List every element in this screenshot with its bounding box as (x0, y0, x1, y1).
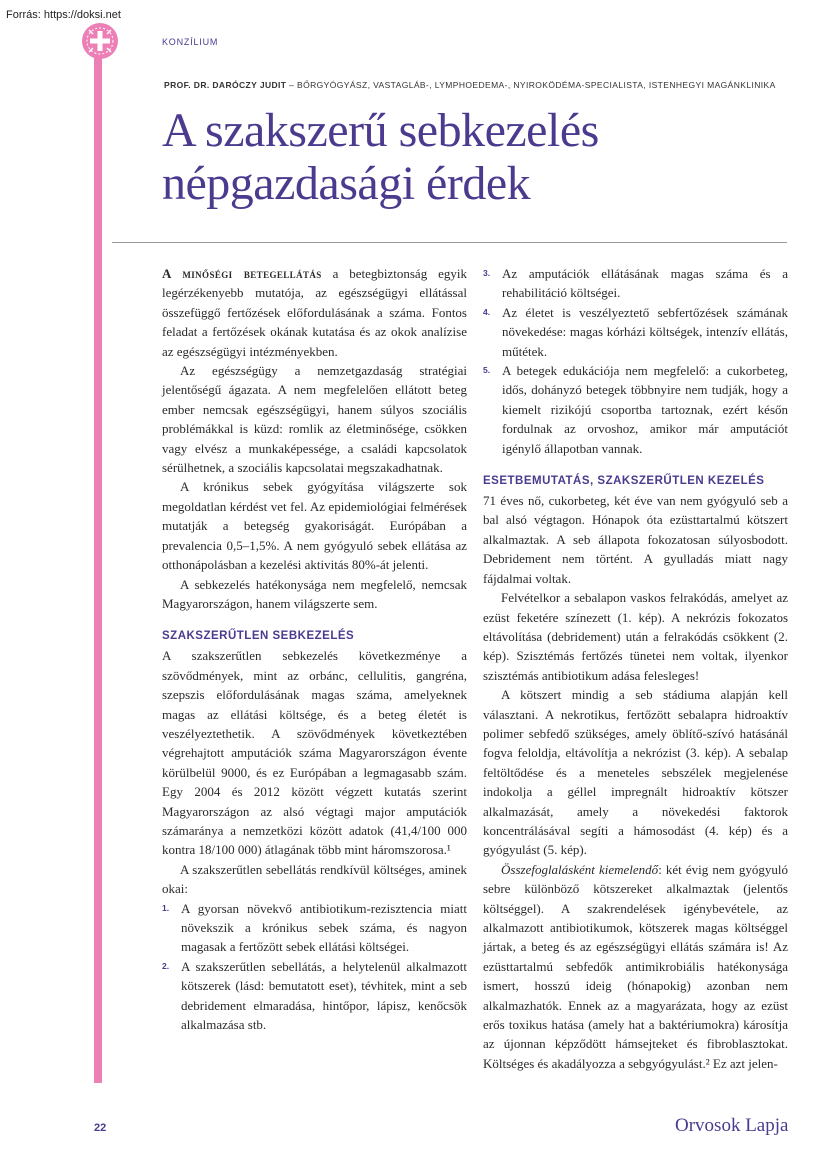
list-text: A szakszerűtlen sebellátás, a helytelenül alkalmazott kötszerek (lásd: bemutatott eset), tévhitek, mint a seb debridement elmaradása, hintőpor, lápisz, kenőcsök alkalmazása stb. (181, 958, 467, 1033)
title-divider (112, 242, 787, 243)
section-heading: SZAKSZERŰTLEN SEBKEZELÉS (162, 630, 355, 643)
text-column-right (483, 264, 788, 1073)
list-item (162, 899, 467, 957)
author-description: – BŐRGYÓGYÁSZ, VASTAGLÁB-, LYMPHOEDEMA-, NYIROKÖDÉMA-SPECIALISTA, ISTENHEGYI MAGÁNKLINIKA (286, 80, 776, 90)
page-number: 22 (94, 1122, 107, 1134)
article-title (162, 104, 599, 210)
list-item (483, 303, 788, 361)
title-line-2: népgazdasági érdek (162, 157, 531, 210)
list-text: Az amputációk ellátásának magas száma és a rehabilitáció költségei. (502, 266, 788, 301)
paragraph: A krónikus sebek gyógyítása világszerte sok megoldatlan kérdést vet fel. Az epidemiológiai felmérések mutatják a betegség gyakoriságát. Európában a prevalencia 0,5–1,5%. A nem gyógyuló sebek ellátása az otthonápolásban a kezelési aktivitás 80%-át jelenti. (162, 479, 467, 573)
list-item (162, 957, 467, 1035)
paragraph: 71 éves nő, cukorbeteg, két éve van nem gyógyuló seb a bal alsó végtagon. Hónapok óta ezüsttartalmú kötszert alkalmaztak. A seb állapota fokozatosan súlyosbodott. Debridement nem történt. A gyulladás miatt nagy fájdalmai voltak. (483, 493, 788, 586)
cost-reasons-list (162, 899, 467, 1035)
paragraph-text: : két évig nem gyógyuló sebre különböző kötszereket alkalmaztak (jelentős költséggel). A szakrendelések igénybevétele, az alkalmazott antibiotikumok, kötszerek magas költséggel jártak, a beteg és az egészségügyi ellátás számára is! Az ezüsttartalmú sebfedők antimikrobiális hatékonysága ismert, hosszú ideig (hónapokig) azonban nem alkalmazhatók. Ennek az a magyarázata, hogy az ezüst erős toxikus hatása (amely hat a baktériumokra) károsítja az újonnan képződött hámsejteket és fibroblasztokat. Költséges és akadályozza a sebgyógyulást.² Ez azt jelen- (483, 861, 788, 1071)
list-item (483, 361, 788, 458)
paragraph: Felvételkor a sebalapon vaskos felrakódás, amelyet az ezüst feketére színezett (1. kép). A nekrózis fokozatos eltávolítása (debridement) után a felrakódás csökkent (2. kép). Szisztémás fertőzés tünetei nem voltak, ilyenkor szisztémás antibiotikum adása felesleges! (483, 590, 788, 683)
list-number: 2. (162, 960, 170, 971)
magazine-name: Orvosok Lapja (675, 1115, 789, 1136)
paragraph-text: a betegbiztonság egyik legérzékenyebb mutatója, az egészségügyi ellátással összefüggő fertőzések előfordulásának a száma. Fontos feladat a fertőzések okának kutatása és az okok analízise az egészségügyi intézményekben. (162, 266, 467, 359)
list-number: 5. (483, 365, 491, 376)
list-text: A betegek edukációja nem megfelelő: a cukorbeteg, idős, dohányzó betegek többnyire nem tudják, hogy a kiemelt rizikójú csoportba tartoznak, ezért későn fordulnak az orvoshoz, amikor már amputációt igénylő állapotban vannak. (502, 363, 788, 456)
paragraph: A sebkezelés hatékonysága nem megfelelő, nemcsak Magyarországon, hanem világszerte sem. (162, 576, 467, 611)
text-column-left (162, 264, 467, 1034)
list-number: 4. (483, 306, 491, 317)
section-label: KONZÍLIUM (162, 37, 219, 47)
section-heading: ESETBEMUTATÁS, SZAKSZERŰTLEN KEZELÉS (483, 475, 765, 488)
list-item (483, 264, 788, 303)
list-number: 1. (162, 902, 170, 913)
author-name: PROF. DR. DARÓCZY JUDIT (164, 80, 287, 90)
source-watermark: Forrás: https://doksi.net (6, 9, 121, 21)
list-number: 3. (483, 268, 491, 278)
paragraph: A kötszert mindig a seb stádiuma alapján kell választani. A nekrotikus, fertőzött sebalapra hidroaktív polimer sebfedő szükséges, amely öblítő-szívó hatásánál fogva feloldja, eltávolítja a nekrózist (3. kép). A sebalap feltöltődése és a meneteles sebszélek megjelenése indokolja a géllel impregnált hidroaktív kötszer alkalmazását, amely a növekedési faktorok koncentrálásával segíti a hámosodást (4. kép) és a gyógyulást (5. kép). (483, 687, 788, 858)
cost-reasons-list-continued (483, 264, 788, 458)
paragraph: Az egészségügy a nemzetgazdaság stratégiai jelentőségű ágazata. A nem megfelelően ellátott beteg ember nemcsak egészségügyi, hanem súlyos szociális problémákkal is küzd: romlik az életminősége, csökken vagy elvész a munkaképessége, a családi kapcsolatok sérülhetnek, a szociális kapcsolatai megszakadhatnak. (162, 363, 467, 476)
section-logo-icon (81, 22, 119, 60)
lead-in: A minőségi betegellátás (162, 266, 322, 281)
paragraph: A szakszerűtlen sebellátás rendkívül költséges, aminek okai: (162, 861, 467, 897)
paragraph (483, 860, 788, 1073)
title-line-1: A szakszerű sebkezelés (162, 104, 599, 157)
list-text: Az életet is veszélyeztető sebfertőzések számának növekedése: magas kórházi költségek, intenzív ellátás, műtétek. (502, 304, 788, 359)
paragraph (162, 264, 467, 361)
list-text: A gyorsan növekvő antibiotikum-rezisztencia miatt növekszik a krónikus sebek száma, és nagyon magasak a fertőzött sebek ellátási költségei. (181, 900, 467, 955)
side-accent-bar (94, 56, 102, 1083)
paragraph: A szakszerűtlen sebkezelés következménye a szövődmények, mint az orbánc, cellulitis, gangréna, szepszis előfordulásának magas száma, amelyeknek magas az ellátási költsége, és a beteg életét is veszélyeztethetik. A szövődmények következtében végrehajtott amputációk száma Magyarországon évente körülbelül 9000, és ez Európában a legmagasabb szám. Egy 2004 és 2012 között végzett kutatás szerint Magyarországon az alsó végtagi major amputációk számaránya a nemzetközi között adatok (41,4/100 000 kontra 18/100 000) átlagának több mint háromszorosa.¹ (162, 648, 467, 858)
author-byline (164, 80, 776, 90)
emphasis: Összefoglalásként kiemelendő (501, 861, 659, 877)
